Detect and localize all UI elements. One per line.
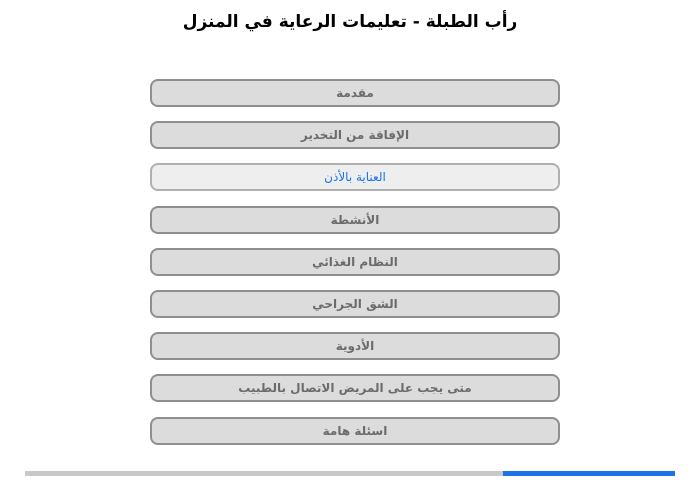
- menu-item-ear-care[interactable]: العناية بالأذن: [150, 163, 560, 191]
- menu-item-medications[interactable]: الأدوية: [150, 332, 560, 360]
- menu-item-important-questions[interactable]: اسئلة هامة: [150, 417, 560, 445]
- progress-bar-fill: [503, 471, 675, 476]
- menu-item-when-to-call-doctor[interactable]: متى يجب على المريض الاتصال بالطبيب: [150, 374, 560, 402]
- menu-item-activities[interactable]: الأنشطة: [150, 206, 560, 234]
- menu-item-introduction[interactable]: مقدمة: [150, 79, 560, 107]
- page-title: رأب الطبلة - تعليمات الرعاية في المنزل: [182, 12, 518, 32]
- menu-item-diet[interactable]: النظام الغذائي: [150, 248, 560, 276]
- menu-item-incision[interactable]: الشق الجراحي: [150, 290, 560, 318]
- topic-menu: [150, 79, 560, 459]
- menu-item-anesthesia-recovery[interactable]: الإفاقة من التخدير: [150, 121, 560, 149]
- progress-bar: [25, 471, 675, 476]
